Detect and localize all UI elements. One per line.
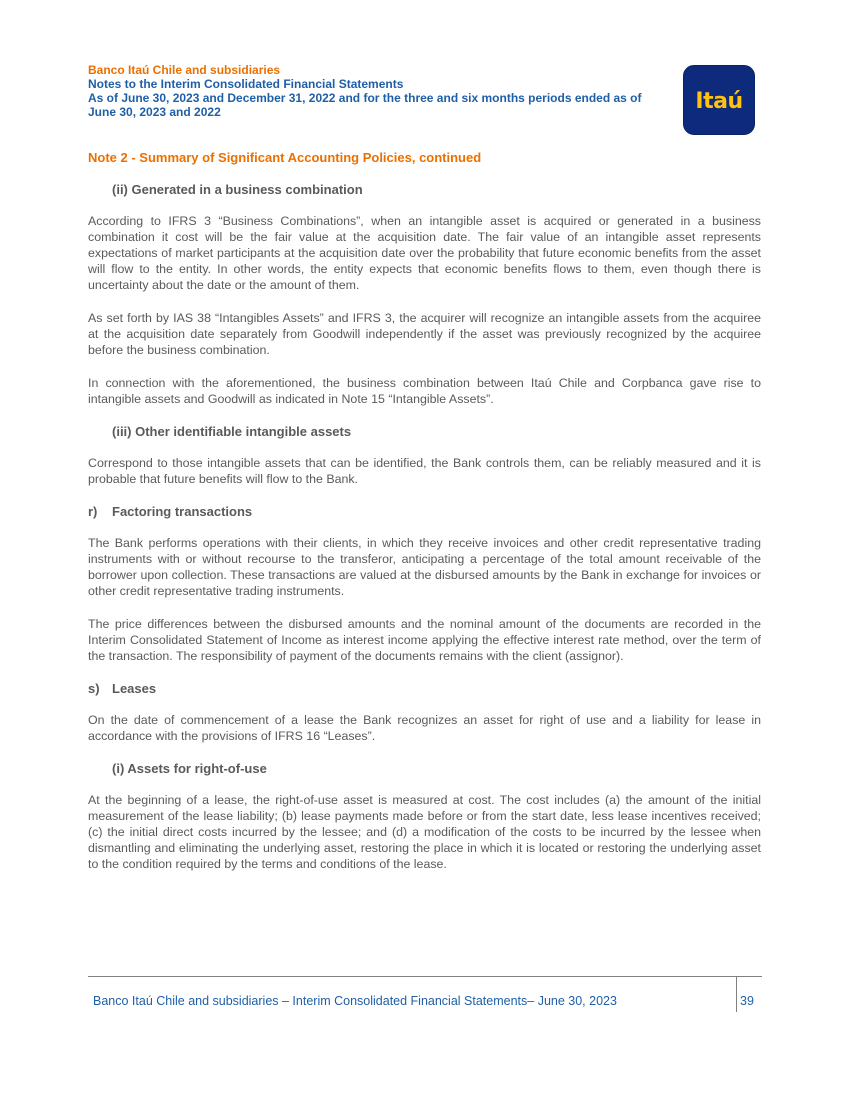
document-body xyxy=(88,182,761,889)
paragraph-ii-3: In connection with the aforementioned, the business combination between Itaú Chile and Corpbanca gave rise to intangible assets and Goodwill as indicated in Note 15 “Intangible Assets”. xyxy=(88,376,761,406)
note-title: Note 2 - Summary of Significant Accounting Policies, continued xyxy=(88,150,482,165)
section-heading-r xyxy=(88,504,761,520)
subheading-ii: (ii) Generated in a business combination xyxy=(112,182,363,197)
section-number-s: s) xyxy=(88,681,100,696)
paragraph-r-2: The price differences between the disbursed amounts and the nominal amount of the documents are recorded in the Interim Consolidated Statement of Income as interest income applying the effective interest rate method, over the term of the transaction. The responsibility of payment of the documents remains with the client (assignor). xyxy=(88,617,761,663)
header-line-3: June 30, 2023 and 2022 xyxy=(88,105,221,119)
section-heading-s xyxy=(88,681,761,697)
paragraph-ii-2: As set forth by IAS 38 “Intangibles Assets” and IFRS 3, the acquirer will recognize an intangible assets from the acquiree at the acquisition date separately from Goodwill independently if the asset was previously recognized by the acquiree before the business combination. xyxy=(88,311,761,357)
header-line-1: Notes to the Interim Consolidated Financial Statements xyxy=(88,77,404,91)
page-number: 39 xyxy=(740,994,754,1008)
footer-vertical-divider xyxy=(736,976,737,1012)
logo-text: Itaú xyxy=(695,88,743,114)
header-line-2: As of June 30, 2023 and December 31, 2022 and for the three and six months periods ended as of xyxy=(88,91,642,105)
paragraph-iii-1: Correspond to those intangible assets that can be identified, the Bank controls them, can be reliably measured and it is probable that future benefits will flow to the Bank. xyxy=(88,456,761,486)
section-number-r: r) xyxy=(88,504,98,519)
footer-divider xyxy=(88,976,762,977)
paragraph-i-1: At the beginning of a lease, the right-of-use asset is measured at cost. The cost includes (a) the amount of the initial measurement of the lease liability; (b) lease payments made before or from the start date, less lease incentives received; (c) the initial direct costs incurred by the lessee; and (d) a modification of the costs to be incurred by the lessee when dismantling and eliminating the underlying asset, restoring the place in which it is located or restoring the underlying asset to the condition required by the terms and conditions of the lease. xyxy=(88,793,761,871)
section-title-s: Leases xyxy=(112,681,157,696)
footer-text: Banco Itaú Chile and subsidiaries – Interim Consolidated Financial Statements– June 30, 2023 xyxy=(93,994,617,1008)
subheading-i: (i) Assets for right-of-use xyxy=(112,761,267,776)
paragraph-r-1: The Bank performs operations with their clients, in which they receive invoices and other credit representative trading instruments with or without recourse to the transferor, anticipating a percentage of the total amount receivable of the borrower upon collection. These transactions are valued at the disbursed amounts by the Bank in exchange for invoices or other credit representative trading instruments. xyxy=(88,536,761,598)
page-header xyxy=(88,63,678,119)
header-company: Banco Itaú Chile and subsidiaries xyxy=(88,63,281,77)
paragraph-ii-1: According to IFRS 3 “Business Combinations”, when an intangible asset is acquired or generated in a business combination it cost will be the fair value at the acquisition date. The fair value of an intangible asset represents expectations of market participants at the acquisition date over the probability that future economic benefits from the asset will flow to the entity. In other words, the entity expects that economic benefits flows to them, even though there is uncertainty about the date or the amount of them. xyxy=(88,214,761,292)
itau-logo xyxy=(683,65,755,135)
paragraph-s-1: On the date of commencement of a lease the Bank recognizes an asset for right of use and a liability for lease in accordance with the provisions of IFRS 16 “Leases”. xyxy=(88,713,761,743)
section-title-r: Factoring transactions xyxy=(112,504,253,519)
subheading-iii: (iii) Other identifiable intangible assets xyxy=(112,424,352,439)
